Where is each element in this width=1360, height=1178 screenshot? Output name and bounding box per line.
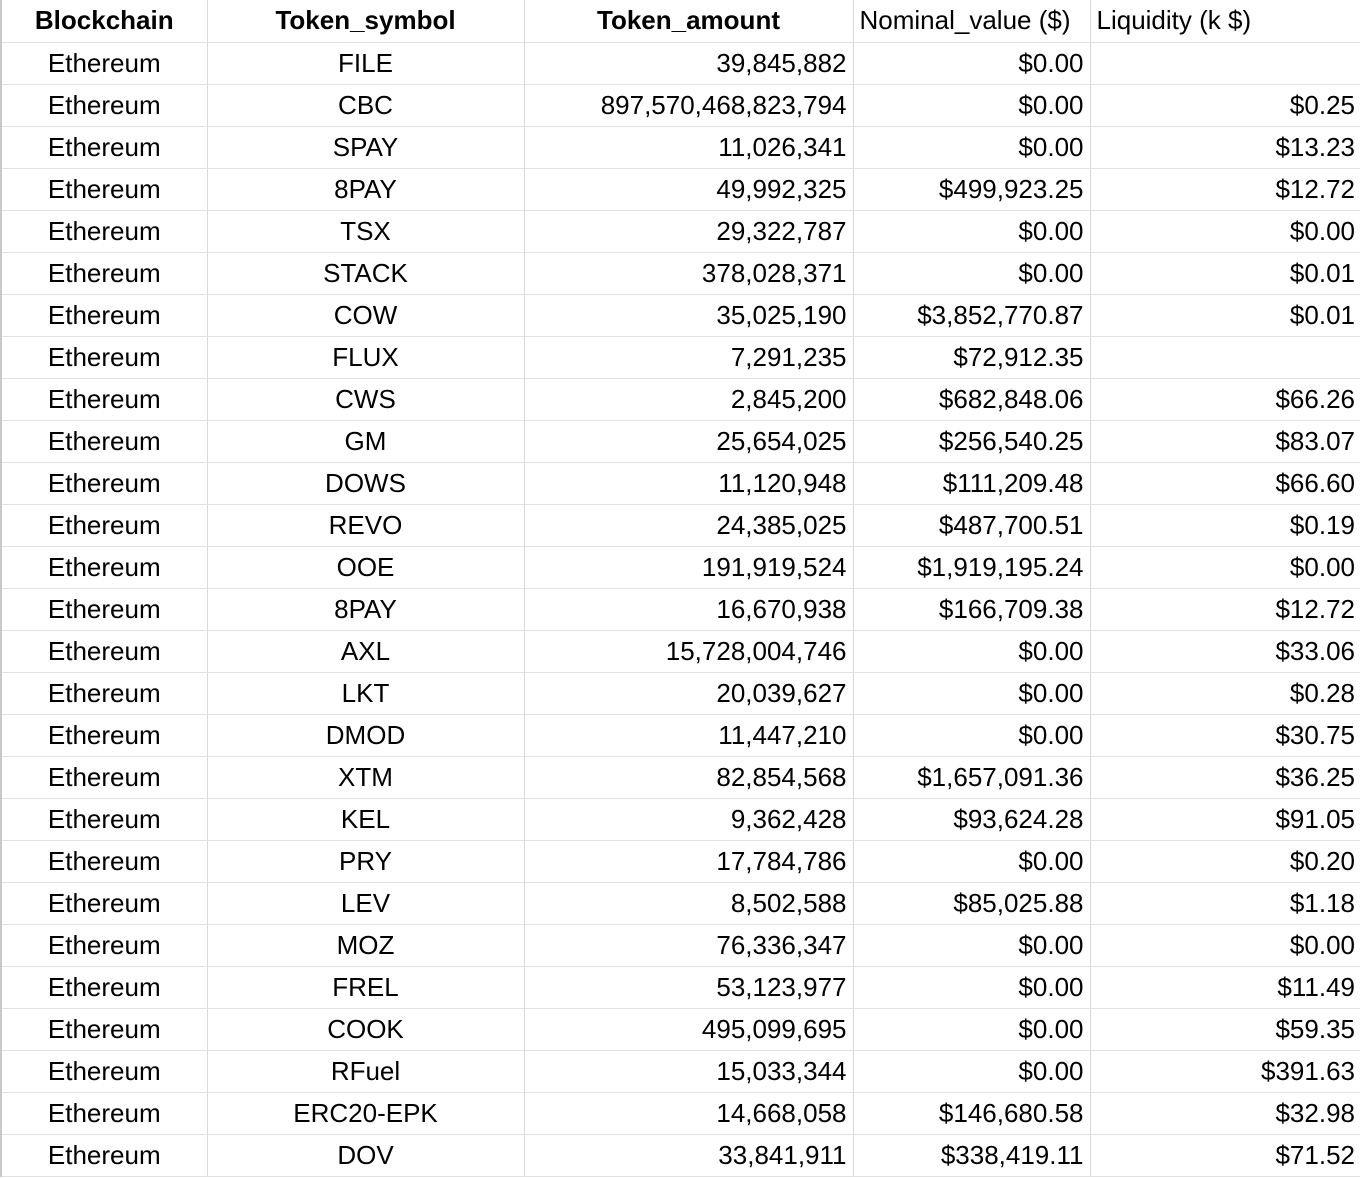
cell-token-symbol[interactable]: FREL (207, 966, 524, 1008)
cell-nominal-value[interactable]: $499,923.25 (853, 168, 1090, 210)
cell-token-amount[interactable]: 15,728,004,746 (524, 630, 853, 672)
cell-token-amount[interactable]: 14,668,058 (524, 1092, 853, 1134)
table-row (1, 378, 1360, 420)
cell-liquidity[interactable]: $66.60 (1090, 462, 1360, 504)
cell-blockchain[interactable]: Ethereum (1, 882, 207, 924)
table-row (1, 714, 1360, 756)
cell-token-symbol[interactable]: FILE (207, 42, 524, 84)
cell-nominal-value[interactable]: $0.00 (853, 924, 1090, 966)
table-row (1, 672, 1360, 714)
cell-liquidity[interactable]: $83.07 (1090, 420, 1360, 462)
table-row (1, 966, 1360, 1008)
cell-token-symbol[interactable]: SPAY (207, 126, 524, 168)
cell-token-amount[interactable]: 495,099,695 (524, 1008, 853, 1050)
cell-token-symbol[interactable]: DMOD (207, 714, 524, 756)
cell-token-symbol[interactable]: FLUX (207, 336, 524, 378)
cell-token-amount[interactable]: 8,502,588 (524, 882, 853, 924)
cell-liquidity[interactable]: $11.49 (1090, 966, 1360, 1008)
cell-liquidity[interactable]: $391.63 (1090, 1050, 1360, 1092)
cell-token-amount[interactable]: 897,570,468,823,794 (524, 84, 853, 126)
cell-liquidity[interactable]: $0.00 (1090, 210, 1360, 252)
cell-blockchain[interactable]: Ethereum (1, 420, 207, 462)
cell-liquidity[interactable]: $32.98 (1090, 1092, 1360, 1134)
cell-liquidity[interactable]: $12.72 (1090, 588, 1360, 630)
cell-liquidity[interactable]: $59.35 (1090, 1008, 1360, 1050)
cell-nominal-value[interactable]: $0.00 (853, 630, 1090, 672)
cell-token-amount[interactable]: 378,028,371 (524, 252, 853, 294)
cell-token-amount[interactable]: 82,854,568 (524, 756, 853, 798)
cell-liquidity[interactable]: $0.01 (1090, 294, 1360, 336)
cell-token-symbol[interactable]: GM (207, 420, 524, 462)
cell-token-amount[interactable]: 11,120,948 (524, 462, 853, 504)
cell-token-symbol[interactable]: PRY (207, 840, 524, 882)
cell-liquidity[interactable]: $0.00 (1090, 924, 1360, 966)
table-row (1, 42, 1360, 84)
cell-blockchain[interactable]: Ethereum (1, 252, 207, 294)
cell-blockchain[interactable]: Ethereum (1, 840, 207, 882)
cell-token-symbol[interactable]: KEL (207, 798, 524, 840)
cell-token-amount[interactable]: 16,670,938 (524, 588, 853, 630)
cell-liquidity[interactable]: $0.25 (1090, 84, 1360, 126)
cell-liquidity[interactable]: $66.26 (1090, 378, 1360, 420)
cell-blockchain[interactable]: Ethereum (1, 588, 207, 630)
table-row (1, 420, 1360, 462)
cell-nominal-value[interactable]: $111,209.48 (853, 462, 1090, 504)
cell-liquidity[interactable]: $0.28 (1090, 672, 1360, 714)
header-row (1, 0, 1360, 42)
cell-liquidity[interactable]: $0.19 (1090, 504, 1360, 546)
cell-blockchain[interactable]: Ethereum (1, 378, 207, 420)
cell-token-symbol[interactable]: CWS (207, 378, 524, 420)
cell-token-amount[interactable]: 35,025,190 (524, 294, 853, 336)
cell-nominal-value[interactable]: $85,025.88 (853, 882, 1090, 924)
cell-token-symbol[interactable]: 8PAY (207, 168, 524, 210)
table-row (1, 798, 1360, 840)
table-row (1, 294, 1360, 336)
cell-token-amount[interactable]: 2,845,200 (524, 378, 853, 420)
header-token-symbol[interactable]: Token_symbol (207, 0, 524, 42)
cell-blockchain[interactable]: Ethereum (1, 504, 207, 546)
table-row (1, 924, 1360, 966)
cell-token-symbol[interactable]: OOE (207, 546, 524, 588)
cell-liquidity[interactable]: $30.75 (1090, 714, 1360, 756)
cell-nominal-value[interactable]: $338,419.11 (853, 1134, 1090, 1176)
cell-token-amount[interactable]: 49,992,325 (524, 168, 853, 210)
table-row (1, 630, 1360, 672)
cell-nominal-value[interactable]: $1,919,195.24 (853, 546, 1090, 588)
table-row (1, 756, 1360, 798)
cell-nominal-value[interactable]: $0.00 (853, 966, 1090, 1008)
cell-blockchain[interactable]: Ethereum (1, 924, 207, 966)
cell-liquidity[interactable]: $0.00 (1090, 546, 1360, 588)
cell-blockchain[interactable]: Ethereum (1, 126, 207, 168)
cell-token-amount[interactable]: 29,322,787 (524, 210, 853, 252)
cell-nominal-value[interactable]: $0.00 (853, 252, 1090, 294)
cell-nominal-value[interactable]: $0.00 (853, 840, 1090, 882)
cell-nominal-value[interactable]: $0.00 (853, 672, 1090, 714)
cell-token-symbol[interactable]: CBC (207, 84, 524, 126)
table-row (1, 588, 1360, 630)
cell-token-symbol[interactable]: COW (207, 294, 524, 336)
cell-liquidity[interactable] (1090, 42, 1360, 84)
cell-token-symbol[interactable]: LKT (207, 672, 524, 714)
table-row (1, 840, 1360, 882)
cell-token-symbol[interactable]: DOWS (207, 462, 524, 504)
table-row (1, 1134, 1360, 1176)
cell-token-symbol[interactable]: RFuel (207, 1050, 524, 1092)
cell-blockchain[interactable]: Ethereum (1, 798, 207, 840)
cell-nominal-value[interactable]: $0.00 (853, 714, 1090, 756)
header-token-amount[interactable]: Token_amount (524, 0, 853, 42)
cell-liquidity[interactable]: $0.01 (1090, 252, 1360, 294)
cell-liquidity[interactable]: $33.06 (1090, 630, 1360, 672)
cell-token-symbol[interactable]: XTM (207, 756, 524, 798)
table-row (1, 84, 1360, 126)
cell-blockchain[interactable]: Ethereum (1, 42, 207, 84)
header-liquidity[interactable]: Liquidity (k $) (1090, 0, 1360, 42)
cell-blockchain[interactable]: Ethereum (1, 294, 207, 336)
cell-liquidity[interactable]: $13.23 (1090, 126, 1360, 168)
cell-nominal-value[interactable]: $0.00 (853, 1008, 1090, 1050)
cell-liquidity[interactable]: $36.25 (1090, 756, 1360, 798)
cell-blockchain[interactable]: Ethereum (1, 168, 207, 210)
cell-nominal-value[interactable]: $93,624.28 (853, 798, 1090, 840)
cell-liquidity[interactable] (1090, 336, 1360, 378)
cell-token-symbol[interactable]: LEV (207, 882, 524, 924)
cell-token-amount[interactable]: 17,784,786 (524, 840, 853, 882)
cell-token-amount[interactable]: 7,291,235 (524, 336, 853, 378)
cell-token-symbol[interactable]: MOZ (207, 924, 524, 966)
table-row (1, 210, 1360, 252)
cell-liquidity[interactable]: $0.20 (1090, 840, 1360, 882)
cell-token-symbol[interactable]: ERC20-EPK (207, 1092, 524, 1134)
cell-liquidity[interactable]: $91.05 (1090, 798, 1360, 840)
cell-nominal-value[interactable]: $1,657,091.36 (853, 756, 1090, 798)
cell-token-amount[interactable]: 76,336,347 (524, 924, 853, 966)
cell-blockchain[interactable]: Ethereum (1, 1134, 207, 1176)
table-row (1, 336, 1360, 378)
cell-nominal-value[interactable]: $146,680.58 (853, 1092, 1090, 1134)
cell-nominal-value[interactable]: $0.00 (853, 84, 1090, 126)
cell-token-amount[interactable]: 191,919,524 (524, 546, 853, 588)
cell-liquidity[interactable]: $71.52 (1090, 1134, 1360, 1176)
cell-blockchain[interactable]: Ethereum (1, 672, 207, 714)
cell-token-amount[interactable]: 15,033,344 (524, 1050, 853, 1092)
cell-nominal-value[interactable]: $0.00 (853, 42, 1090, 84)
cell-token-amount[interactable]: 9,362,428 (524, 798, 853, 840)
cell-token-amount[interactable]: 20,039,627 (524, 672, 853, 714)
cell-token-amount[interactable]: 11,447,210 (524, 714, 853, 756)
table-row (1, 1050, 1360, 1092)
cell-blockchain[interactable]: Ethereum (1, 84, 207, 126)
cell-token-amount[interactable]: 33,841,911 (524, 1134, 853, 1176)
table-row (1, 252, 1360, 294)
cell-token-symbol[interactable]: COOK (207, 1008, 524, 1050)
cell-nominal-value[interactable]: $3,852,770.87 (853, 294, 1090, 336)
table-row (1, 1092, 1360, 1134)
cell-liquidity[interactable]: $1.18 (1090, 882, 1360, 924)
cell-liquidity[interactable]: $12.72 (1090, 168, 1360, 210)
cell-nominal-value[interactable]: $256,540.25 (853, 420, 1090, 462)
cell-nominal-value[interactable]: $72,912.35 (853, 336, 1090, 378)
cell-nominal-value[interactable]: $487,700.51 (853, 504, 1090, 546)
cell-blockchain[interactable]: Ethereum (1, 756, 207, 798)
cell-token-symbol[interactable]: STACK (207, 252, 524, 294)
cell-nominal-value[interactable]: $0.00 (853, 126, 1090, 168)
cell-nominal-value[interactable]: $0.00 (853, 1050, 1090, 1092)
cell-blockchain[interactable]: Ethereum (1, 210, 207, 252)
cell-token-amount[interactable]: 39,845,882 (524, 42, 853, 84)
cell-token-amount[interactable]: 25,654,025 (524, 420, 853, 462)
table-body (1, 42, 1360, 1176)
cell-blockchain[interactable]: Ethereum (1, 966, 207, 1008)
table-row (1, 168, 1360, 210)
table-row (1, 462, 1360, 504)
cell-nominal-value[interactable]: $166,709.38 (853, 588, 1090, 630)
cell-nominal-value[interactable]: $0.00 (853, 210, 1090, 252)
header-nominal-value[interactable]: Nominal_value ($) (853, 0, 1090, 42)
table-row (1, 504, 1360, 546)
cell-blockchain[interactable]: Ethereum (1, 546, 207, 588)
cell-token-amount[interactable]: 11,026,341 (524, 126, 853, 168)
table-row (1, 126, 1360, 168)
cell-blockchain[interactable]: Ethereum (1, 1008, 207, 1050)
table-row (1, 546, 1360, 588)
cell-blockchain[interactable]: Ethereum (1, 630, 207, 672)
table-row (1, 882, 1360, 924)
cell-blockchain[interactable]: Ethereum (1, 1092, 207, 1134)
cell-token-symbol[interactable]: TSX (207, 210, 524, 252)
cell-blockchain[interactable]: Ethereum (1, 1050, 207, 1092)
cell-nominal-value[interactable]: $682,848.06 (853, 378, 1090, 420)
cell-token-symbol[interactable]: REVO (207, 504, 524, 546)
cell-token-amount[interactable]: 53,123,977 (524, 966, 853, 1008)
table-row (1, 1008, 1360, 1050)
cell-token-symbol[interactable]: DOV (207, 1134, 524, 1176)
header-blockchain[interactable]: Blockchain (1, 0, 207, 42)
cell-token-symbol[interactable]: 8PAY (207, 588, 524, 630)
cell-token-symbol[interactable]: AXL (207, 630, 524, 672)
cell-blockchain[interactable]: Ethereum (1, 714, 207, 756)
cell-blockchain[interactable]: Ethereum (1, 336, 207, 378)
cell-blockchain[interactable]: Ethereum (1, 462, 207, 504)
cell-token-amount[interactable]: 24,385,025 (524, 504, 853, 546)
